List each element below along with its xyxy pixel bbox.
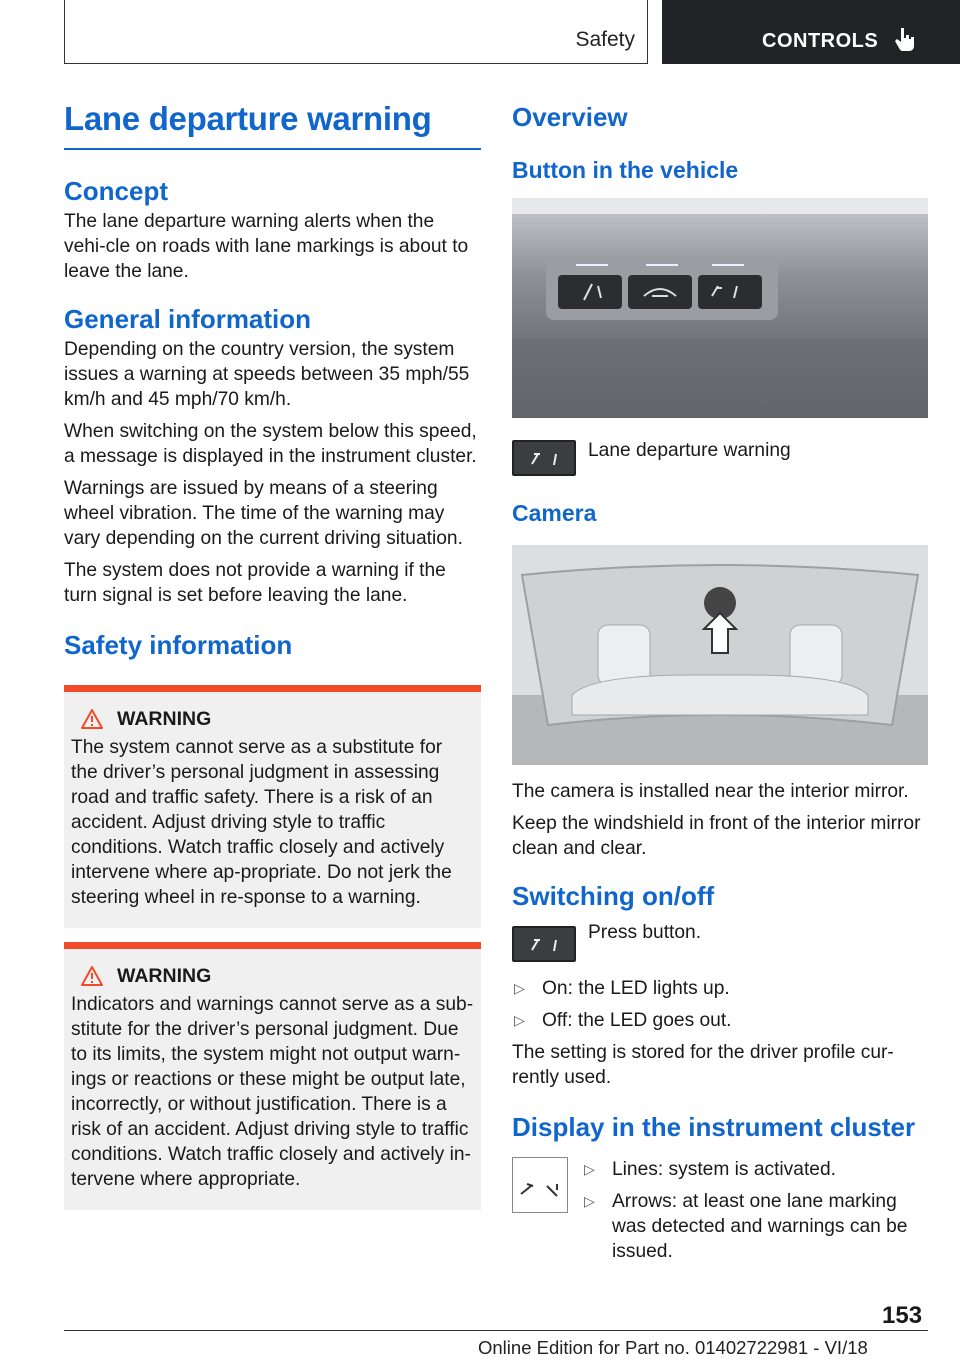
bullet-triangle-icon: ▷ <box>584 1193 595 1209</box>
button-panel-photo <box>512 198 928 418</box>
warning-label: WARNING <box>117 964 212 987</box>
warning-box <box>64 942 481 1210</box>
warning-triangle-icon <box>81 709 103 729</box>
safety-heading: Safety information <box>64 629 293 660</box>
display-list <box>582 1157 928 1264</box>
bullet-triangle-icon: ▷ <box>514 980 525 996</box>
general-info-p4: The system does not provide a warning if the turn signal is set before leaving the lane. <box>64 559 446 606</box>
concept-heading: Concept <box>64 175 168 206</box>
button-caption: Lane departure warning <box>588 440 791 461</box>
edition-text: Online Edition for Part no. 01402722981 - VI/18 <box>478 1337 868 1358</box>
list-item <box>512 1008 928 1033</box>
list-item <box>582 1189 928 1264</box>
bullet-triangle-icon: ▷ <box>514 1012 525 1028</box>
title-rule <box>64 148 481 150</box>
camera-heading: Camera <box>512 500 597 526</box>
warning-triangle-icon <box>81 966 103 986</box>
warning-label: WARNING <box>117 707 212 730</box>
list-item <box>582 1157 928 1182</box>
list-item-text: Lines: system is activated. <box>612 1159 836 1180</box>
warning-text: Indicators and warnings cannot serve as a sub-stitute for the driver’s personal judgment. Due to its limits, the system might not output warn-ings or reactions or these might be output late, incorrectly, or without justification. There is a risk of an accident. Adjust driving style to traffic conditions. Watch traffic closely and actively in-tervene where appropriate. <box>71 993 474 1190</box>
hand-pointer-icon <box>894 26 916 52</box>
footer-rule <box>64 1330 928 1331</box>
right-column <box>512 100 928 1264</box>
general-info-heading: General information <box>64 303 312 334</box>
switching-heading: Switching on/off <box>512 881 715 911</box>
header-section-box <box>64 0 648 64</box>
camera-text-2: Keep the windshield in front of the interior mirror clean and clear. <box>512 813 921 859</box>
warning-box <box>64 685 481 928</box>
list-item <box>512 976 928 1001</box>
button-in-vehicle-heading: Button in the vehicle <box>512 157 739 183</box>
bullet-triangle-icon: ▷ <box>584 1161 595 1177</box>
switch-legend-row <box>512 922 928 962</box>
switch-caption: Press button. <box>588 922 702 943</box>
list-item-text: Off: the LED goes out. <box>542 1010 732 1031</box>
overview-heading: Overview <box>512 102 628 132</box>
header-section-label: Safety <box>575 28 635 51</box>
general-info-p1: Depending on the country version, the system issues a warning at speeds between 35 mph/55 km/h and 45 mph/70 km/h. <box>64 338 470 410</box>
lane-departure-icon <box>512 926 576 962</box>
concept-text: The lane departure warning alerts when the vehi-cle on roads with lane markings is about to leave the lane. <box>64 210 469 282</box>
general-info-p2: When switching on the system below this speed, a message is displayed in the instrument cluster. <box>64 420 477 467</box>
display-legend-row <box>512 1157 928 1264</box>
button-legend-row <box>512 440 928 476</box>
switch-note: The setting is stored for the driver profile cur-rently used. <box>512 1042 894 1088</box>
camera-text-1: The camera is installed near the interior mirror. <box>512 781 909 802</box>
list-item-text: On: the LED lights up. <box>542 978 730 999</box>
general-info-p3: Warnings are issued by means of a steering wheel vibration. The time of the warning may vary depending on the current driving situation. <box>64 477 463 549</box>
list-item-text: Arrows: at least one lane marking was detected and warnings can be issued. <box>612 1191 908 1262</box>
warning-text: The system cannot serve as a substitute for the driver’s personal judgment in assessing road and traffic safety. There is a risk of an accident. Adjust driving style to traffic conditions. Watch traffic closely and actively intervene where ap-propriate. Do not jerk the steering wheel in re-sponse to a warning. <box>71 736 452 908</box>
left-column <box>64 100 481 1210</box>
display-heading: Display in the instrument cluster <box>512 1112 916 1142</box>
lane-departure-icon <box>512 440 576 476</box>
header-chapter-label: CONTROLS <box>762 30 879 52</box>
page-number: 153 <box>882 1302 923 1329</box>
lane-display-icon <box>512 1157 568 1213</box>
header-chapter-tab <box>662 0 960 64</box>
page-title: Lane departure warning <box>64 100 432 137</box>
camera-photo <box>512 545 928 765</box>
